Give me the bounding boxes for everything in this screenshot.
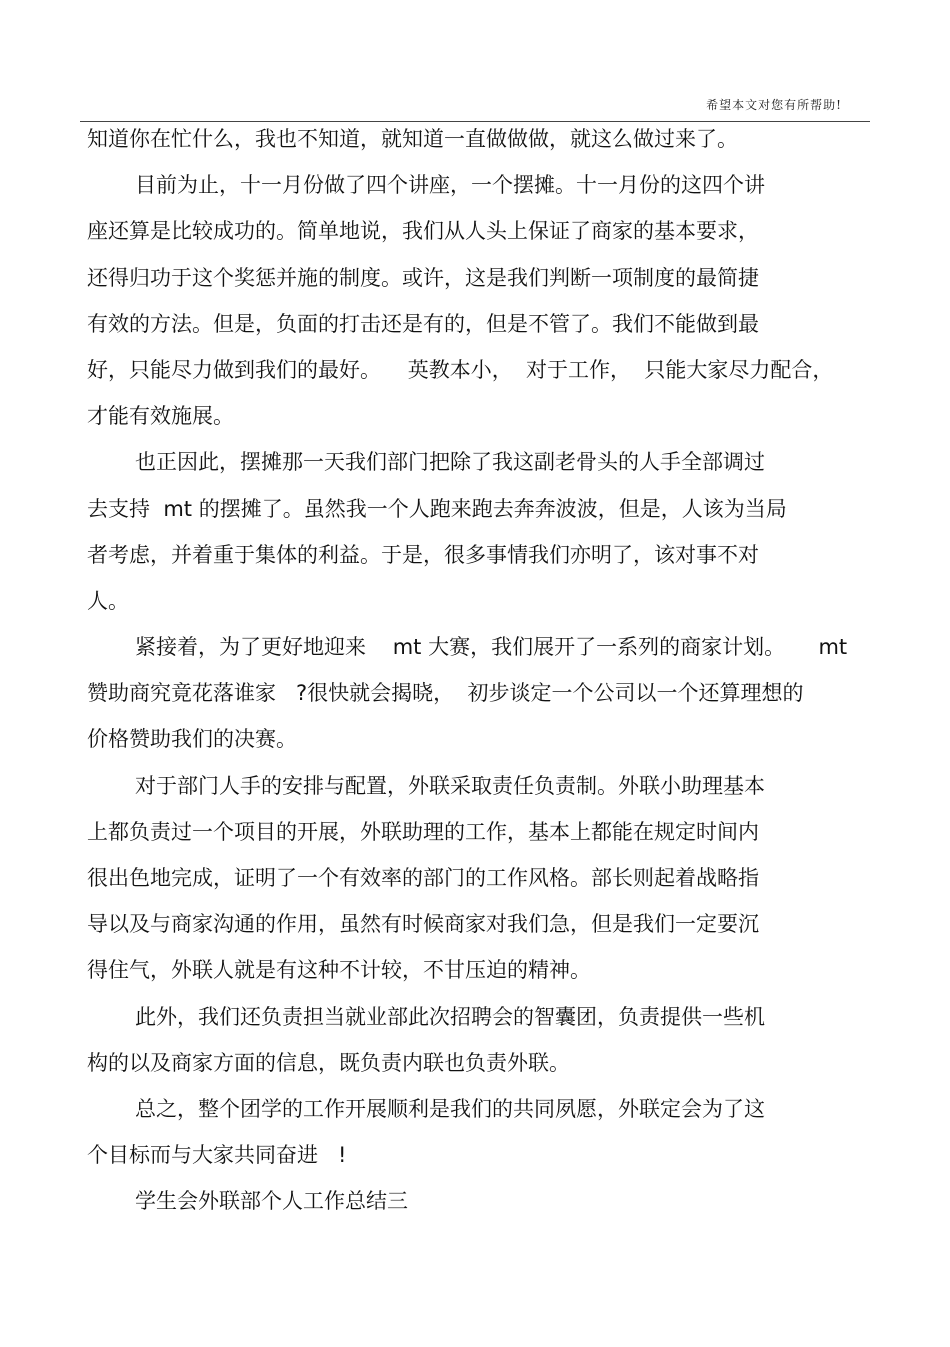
text-line: 座还算是比较成功的。简单地说，我们从人头上保证了商家的基本要求， [87,219,759,244]
text-line: 上都负责过一个项目的开展，外联助理的工作，基本上都能在规定时间内 [87,819,759,844]
text-line: 才能有效施展。 [87,404,234,429]
text-line: 好，只能尽力做到我们的最好。 英教本小， 对于工作， 只能大家尽力配合， [87,357,834,382]
text-line: 对于部门人手的安排与配置，外联采取责任负责制。外联小助理基本 [135,773,765,798]
text-line: 有效的方法。但是，负面的打击还是有的，但是不管了。我们不能做到最 [87,311,759,336]
text-line: 知道你在忙什么，我也不知道，就知道一直做做做，就这么做过来了。 [87,127,738,151]
text-line: 导以及与商家沟通的作用，虽然有时候商家对我们急，但是我们一定要沉 [87,912,759,937]
text-line: 者考虑，并着重于集体的利益。于是，很多事情我们亦明了，该对事不对 [87,542,759,567]
text-line: 还得归功于这个奖惩并施的制度。或许，这是我们判断一项制度的最简捷 [87,265,759,290]
text-line: 个目标而与大家共同奋进 ! [87,1143,347,1168]
text-line: 人。 [87,588,129,613]
text-line: 很出色地完成，证明了一个有效率的部门的工作风格。部长则起着战略指 [87,866,759,890]
text-line: 构的以及商家方面的信息，既负责内联也负责外联。 [87,1050,570,1075]
text-line: 价格赞助我们的决赛。 [87,727,297,752]
text-line: 去支持 mt 的摆摊了。虽然我一个人跑来跑去奔奔波波，但是，人该为当局 [87,496,787,521]
header-note: 希望本文对您有所帮助! [706,98,842,112]
text-line: 得住气，外联人就是有这种不计较，不甘压迫的精神。 [87,958,591,983]
section-heading: 学生会外联部个人工作总结三 [135,1189,408,1214]
document-body [87,116,877,1225]
text-line: 紧接着，为了更好地迎来 mt 大赛，我们展开了一系列的商家计划。 mt [135,635,848,660]
text-line: 也正因此，摆摊那一天我们部门把除了我这副老骨头的人手全部调过 [135,450,765,475]
text-line: 赞助商究竟花落谁家 ?很快就会揭晓， 初步谈定一个公司以一个还算理想的 [87,681,804,706]
text-line: 目前为止，十一月份做了四个讲座，一个摆摊。十一月份的这四个讲 [135,173,765,198]
text-line: 总之，整个团学的工作开展顺利是我们的共同夙愿，外联定会为了这 [135,1096,765,1121]
text-line: 此外，我们还负责担当就业部此次招聘会的智囊团，负责提供一些机 [135,1004,765,1029]
